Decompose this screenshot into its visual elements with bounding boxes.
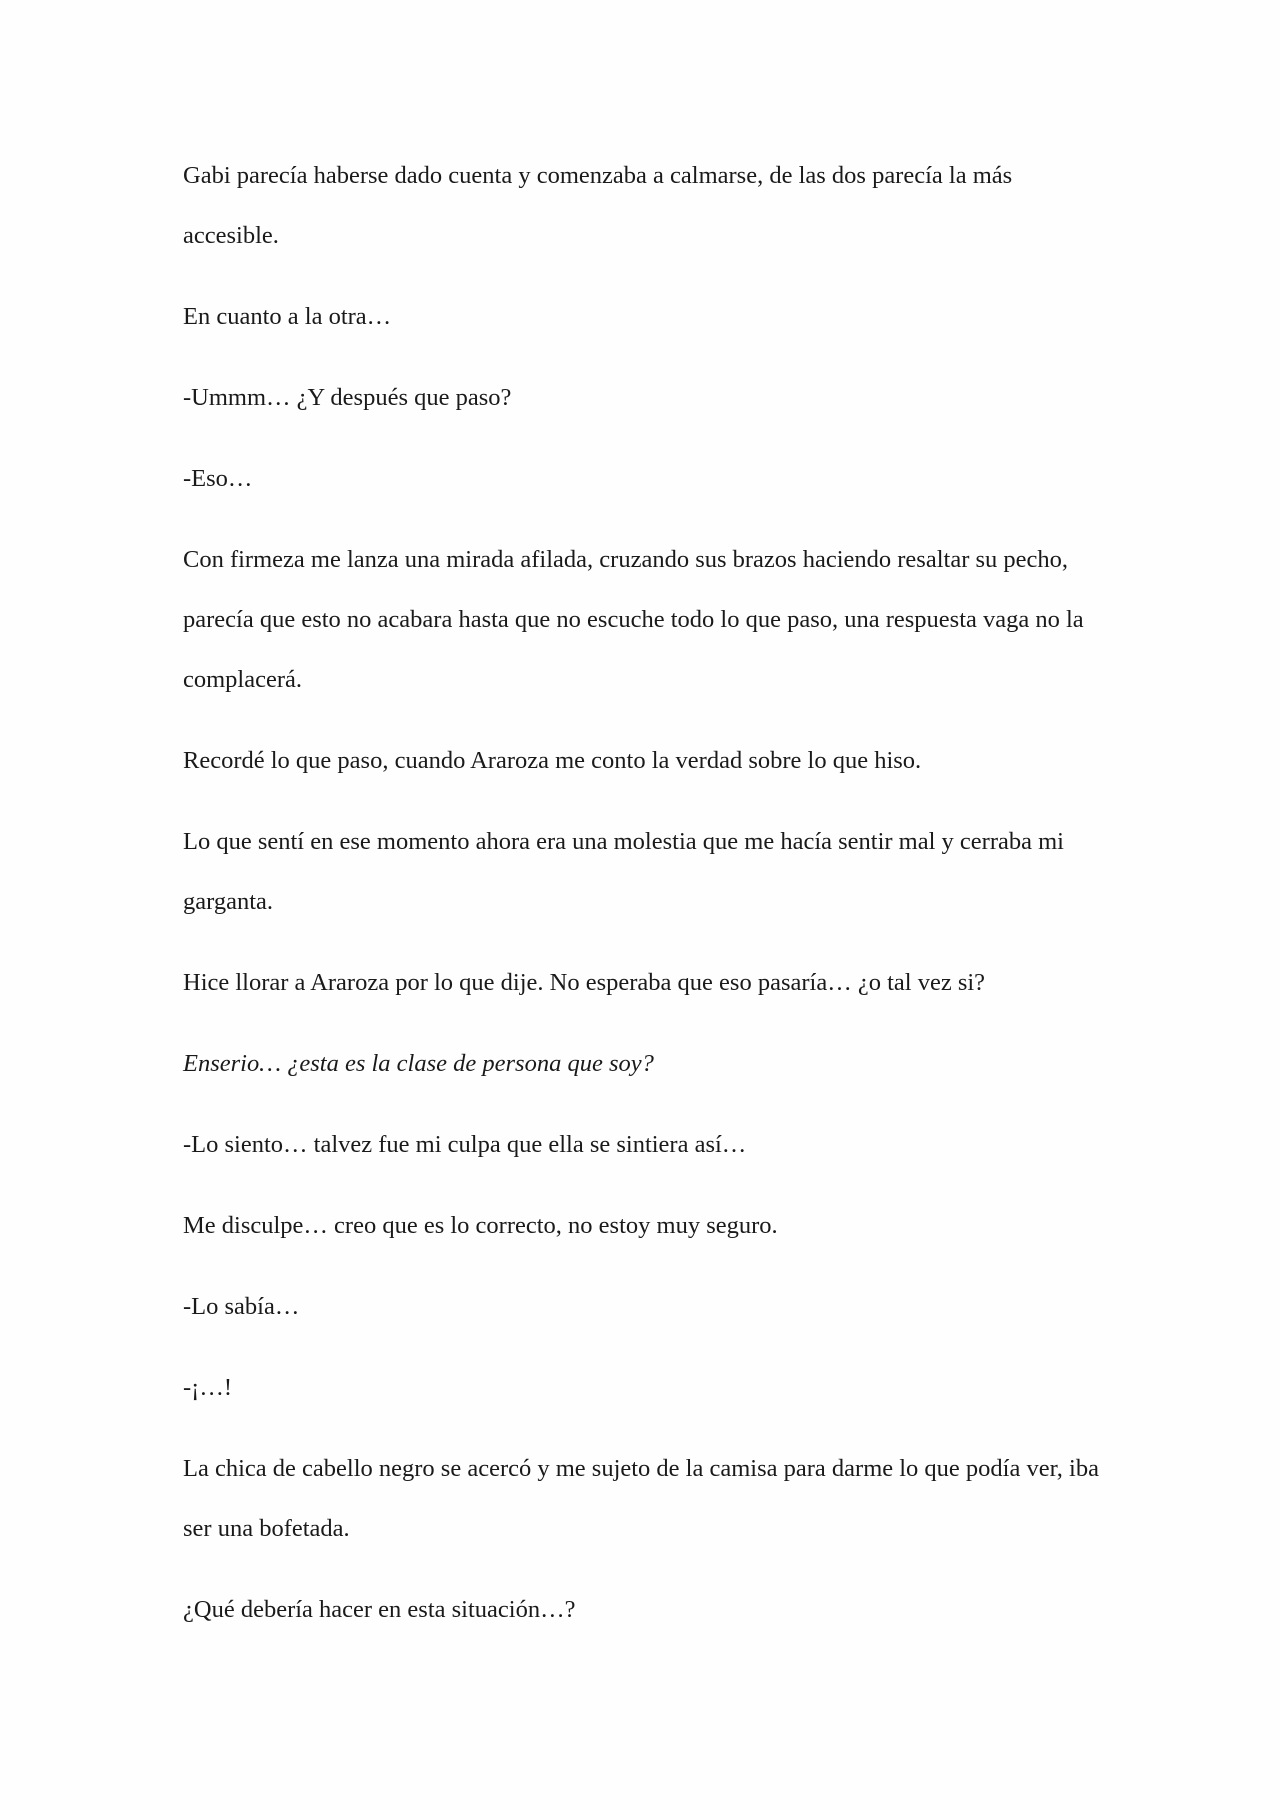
paragraph: Gabi parecía haberse dado cuenta y comenzaba a calmarse, de las dos parecía la más accesible.	[183, 162, 1013, 249]
inner-thought: Enserio… ¿esta es la clase de persona que soy?	[183, 1050, 654, 1077]
paragraph: Me disculpe… creo que es lo correcto, no estoy muy seguro.	[183, 1212, 778, 1239]
document-body	[183, 146, 1103, 1661]
dialogue-line: -Eso…	[183, 465, 253, 492]
paragraph: ¿Qué debería hacer en esta situación…?	[183, 1596, 576, 1623]
paragraph: Lo que sentí en ese momento ahora era una molestia que me hacía sentir mal y cerraba mi garganta.	[183, 828, 1064, 915]
dialogue-line: -Lo sabía…	[183, 1293, 300, 1320]
dialogue-line: -¡…!	[183, 1374, 232, 1401]
dialogue-line: -Ummm… ¿Y después que paso?	[183, 384, 512, 411]
paragraph: Hice llorar a Araroza por lo que dije. No esperaba que eso pasaría… ¿o tal vez si?	[183, 969, 986, 996]
dialogue-line: -Lo siento… talvez fue mi culpa que ella se sintiera así…	[183, 1131, 747, 1158]
paragraph: Con firmeza me lanza una mirada afilada, cruzando sus brazos haciendo resaltar su pecho, parecía que esto no acabara hasta que no escuche todo lo que paso, una respuesta vaga no la complacerá.	[183, 546, 1084, 693]
paragraph: En cuanto a la otra…	[183, 303, 392, 330]
paragraph: Recordé lo que paso, cuando Araroza me conto la verdad sobre lo que hiso.	[183, 747, 922, 774]
paragraph: La chica de cabello negro se acercó y me sujeto de la camisa para darme lo que podía ver, iba ser una bofetada.	[183, 1455, 1099, 1542]
